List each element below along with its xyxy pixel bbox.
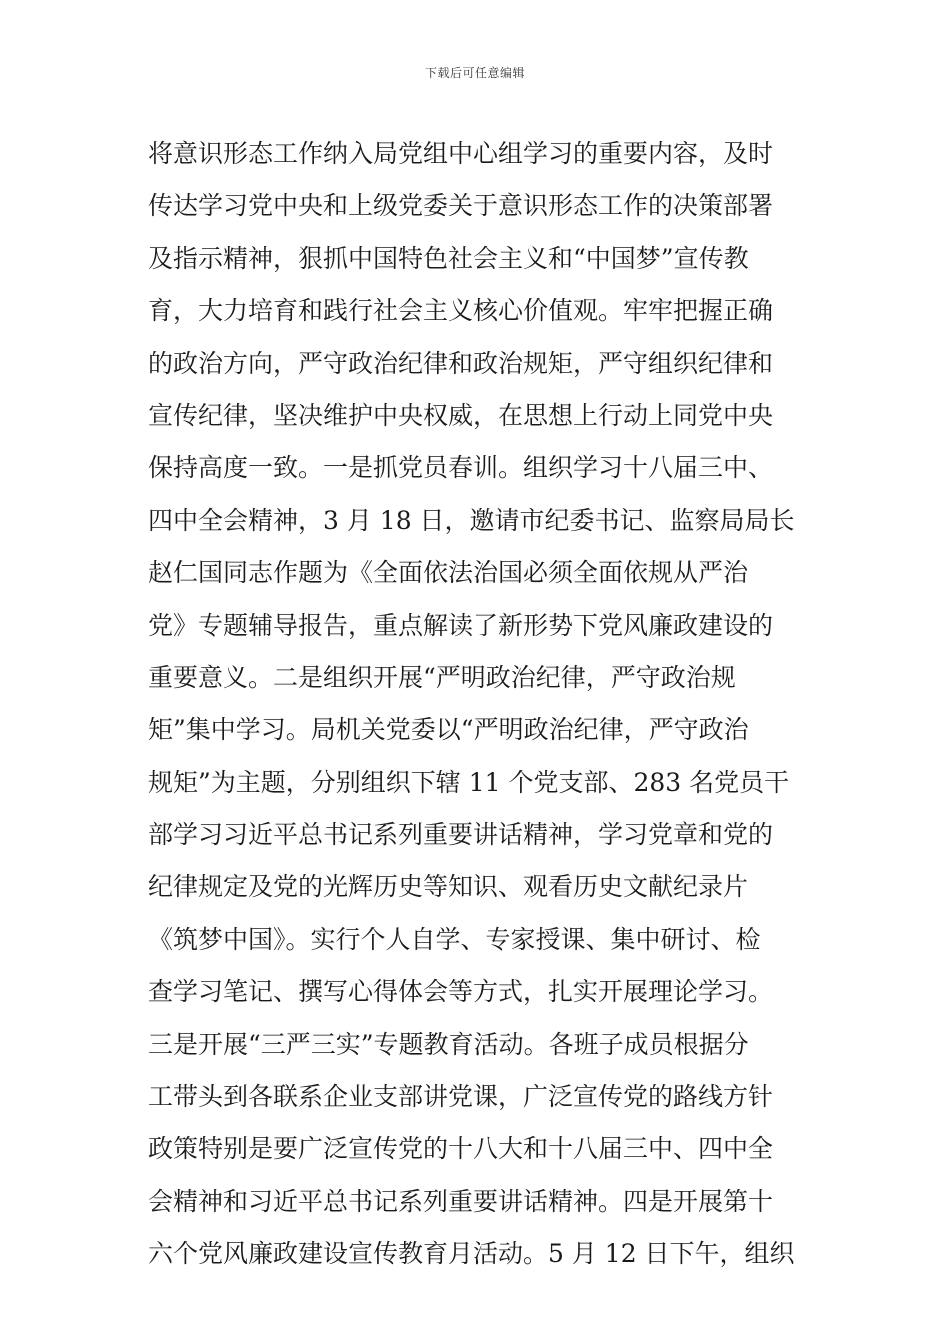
page-header: 下载后可任意编辑 (424, 66, 525, 80)
text-line: 工带头到各联系企业支部讲党课，广泛宣传党的路线方针 (148, 1082, 774, 1112)
text-line: 将意识形态工作纳入局党组中心组学习的重要内容，及时 (148, 139, 774, 168)
text-line: 党》专题辅导报告，重点解读了新形势下党风廉政建设的 (148, 610, 774, 640)
text-line: 六个党风廉政建设宣传教育月活动。5 月 12 日下午，组织 (148, 1239, 795, 1269)
text-line: 部学习习近平总书记系列重要讲话精神，学习党章和党的 (148, 820, 774, 850)
text-line: 及指示精神，狠抓中国特色社会主义和“中国梦”宣传教 (148, 243, 749, 273)
text-line: 政策特别是要广泛宣传党的十八大和十八届三中、四中全 (148, 1134, 774, 1164)
text-line: 传达学习党中央和上级党委关于意识形态工作的决策部署 (148, 191, 774, 221)
text-line: 《筑梦中国》。实行个人自学、专家授课、集中研讨、检 (148, 924, 761, 954)
text-line: 育，大力培育和践行社会主义核心价值观。牢牢把握正确 (148, 296, 774, 326)
text-line: 四中全会精神，3 月 18 日，邀请市纪委书记、监察局局长 (148, 505, 795, 535)
text-line: 保持高度一致。一是抓党员春训。组织学习十八届三中、 (148, 453, 774, 483)
text-line: 赵仁国同志作题为《全面依法治国必须全面依规从严治 (148, 558, 749, 588)
text-line: 的政治方向，严守政治纪律和政治规矩，严守组织纪律和 (148, 348, 774, 378)
document-body (148, 128, 808, 1281)
text-line: 重要意义。二是组织开展“严明政治纪律，严守政治规 (148, 662, 736, 692)
text-line: 查学习笔记、撰写心得体会等方式，扎实开展理论学习。 (148, 977, 774, 1007)
text-line: 宣传纪律，坚决维护中央权威，在思想上行动上同党中央 (148, 400, 774, 430)
text-line: 矩”集中学习。局机关党委以“严明政治纪律，严守政治 (148, 715, 749, 745)
text-line: 规矩”为主题，分别组织下辖 11 个党支部、283 名党员干 (148, 767, 790, 797)
text-line: 三是开展“三严三实”专题教育活动。各班子成员根据分 (148, 1029, 749, 1059)
text-line: 纪律规定及党的光辉历史等知识、观看历史文献纪录片 (148, 872, 749, 902)
text-line: 会精神和习近平总书记系列重要讲话精神。四是开展第十 (148, 1186, 774, 1216)
